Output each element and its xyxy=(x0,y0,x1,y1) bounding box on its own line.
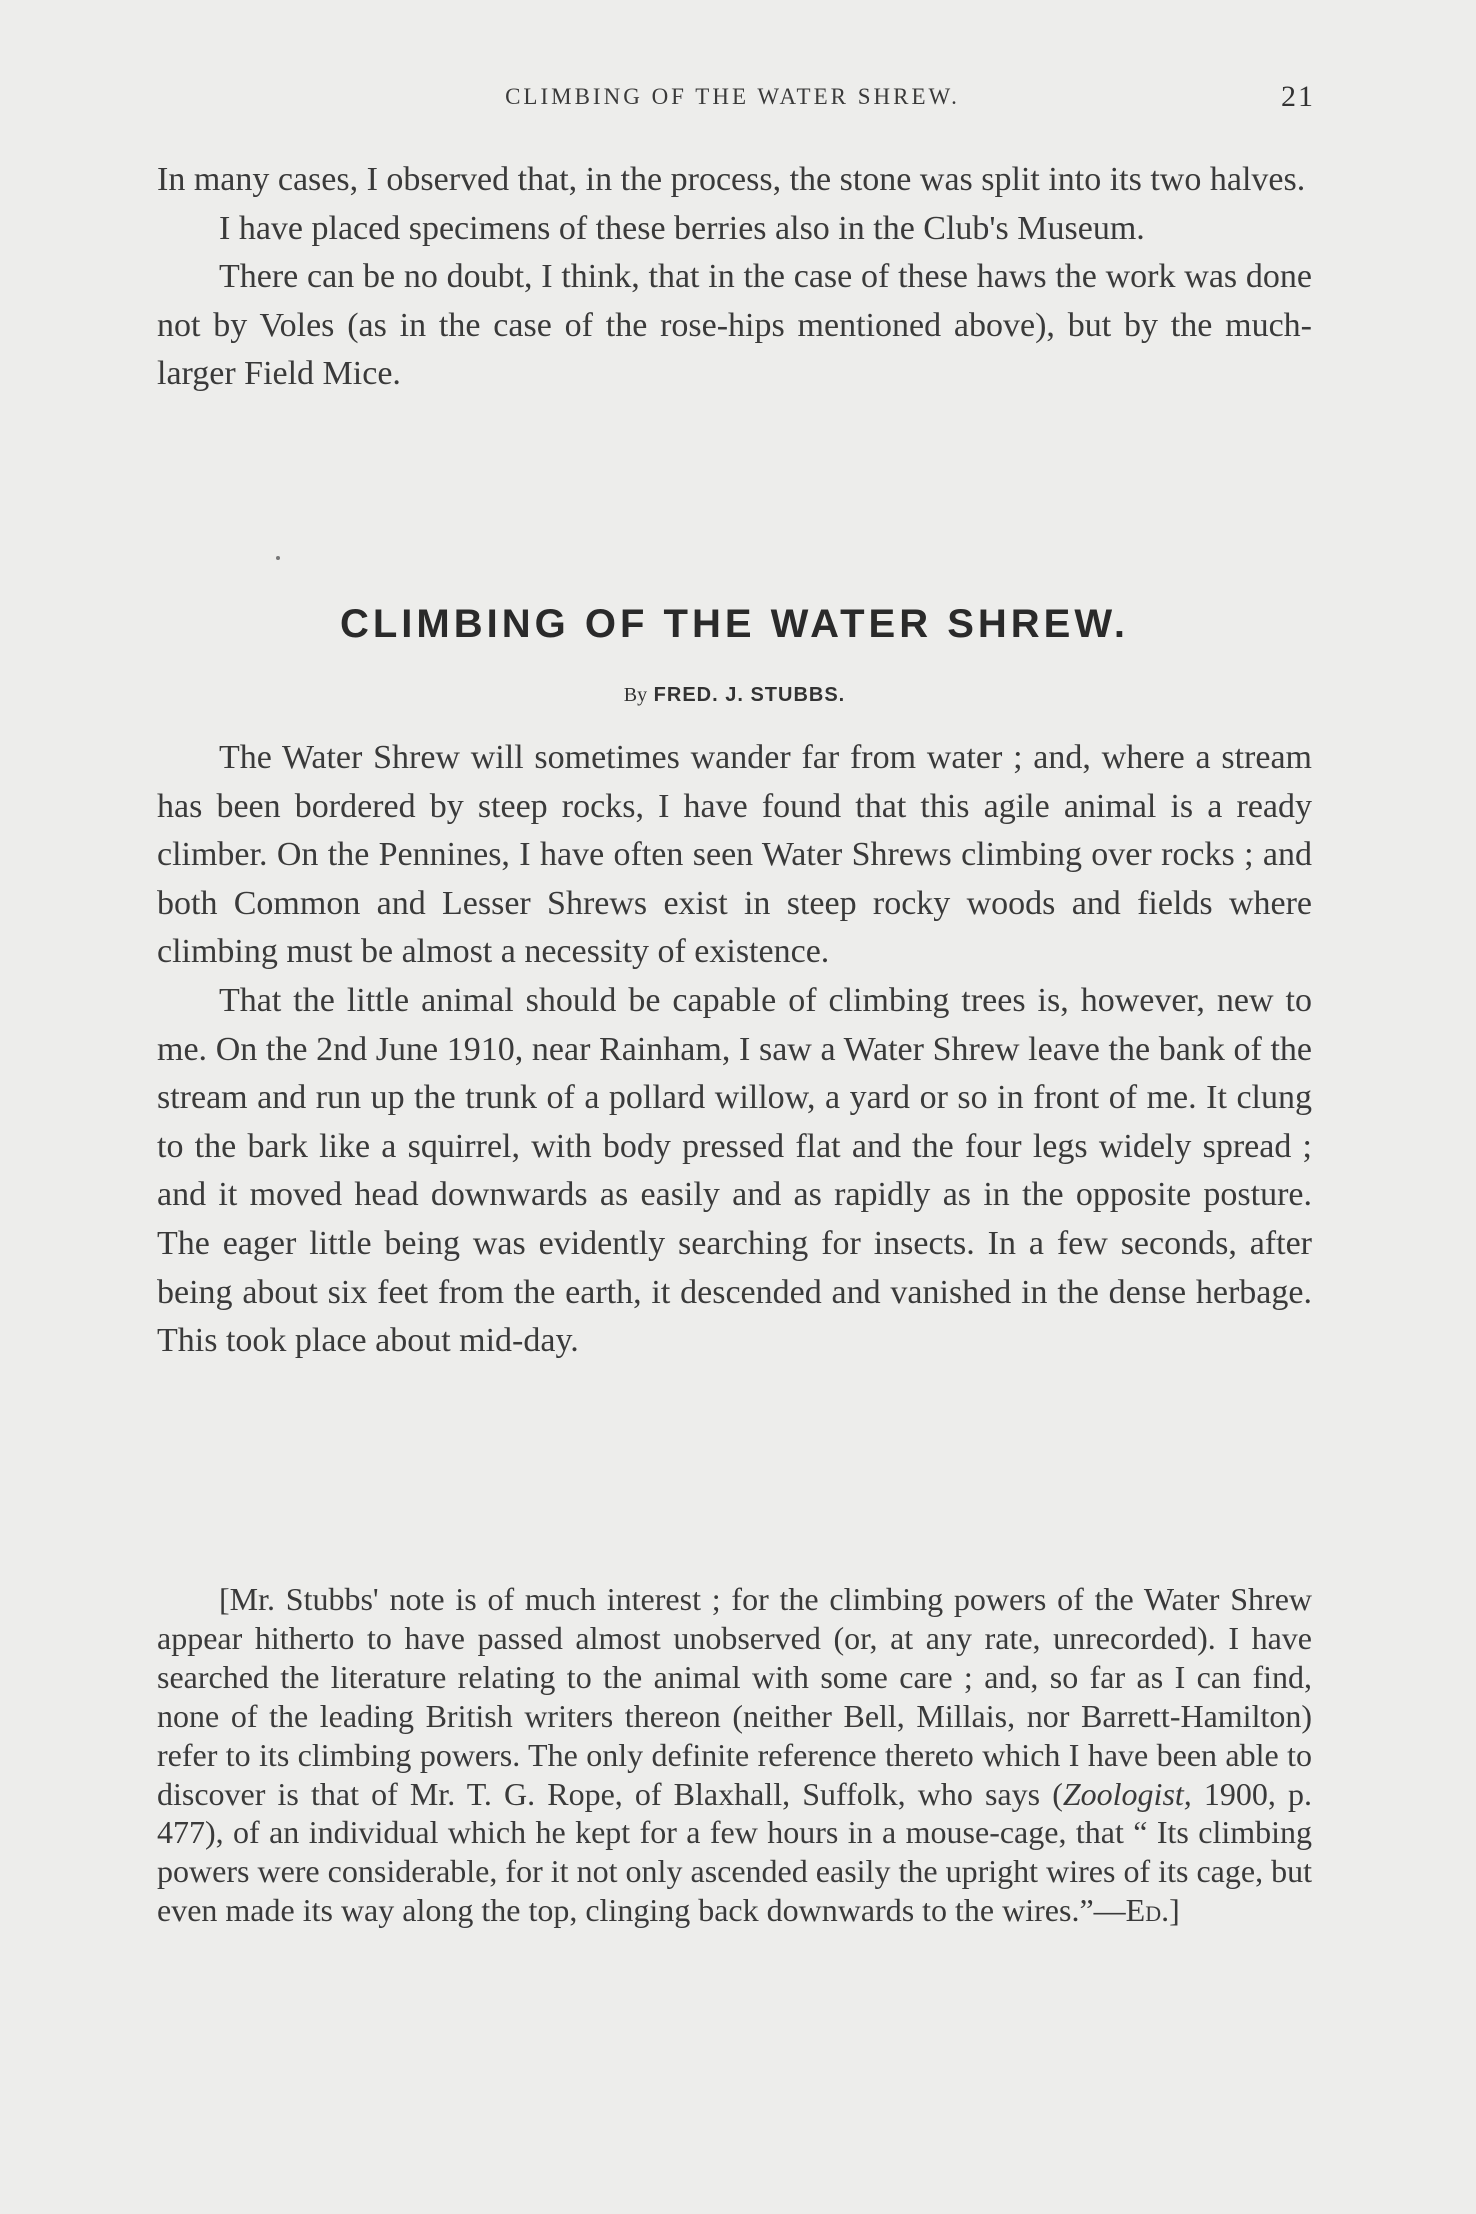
note-closing-bracket: ] xyxy=(1169,1892,1180,1929)
continued-text xyxy=(157,156,1312,399)
citation-journal: Zoologist, xyxy=(1062,1775,1192,1812)
editor-note-paragraph xyxy=(157,1580,1312,1930)
running-title: CLIMBING OF THE WATER SHREW. xyxy=(505,84,960,109)
editor-signature: Ed. xyxy=(1125,1892,1170,1929)
article-body xyxy=(157,734,1312,1366)
byline-prefix: By xyxy=(623,684,648,706)
note-text-part: [Mr. Stubbs' note is of much interest ; for the climbing powers of the Water Shrew appear hitherto to have passed almost unobserved (or, at any rate, unrecorded). I have searched the literature relating to the animal with some care ; and, so far as I can find, none of the leading British writers thereon (neither Bell, Millais, nor Barrett-Hamilton) refer to its climbing powers. The only definite reference thereto which I have been able to discover is that of Mr. T. G. Rope, of Blaxhall, Suffolk, who says ( xyxy=(157,1581,1312,1812)
speck-mark xyxy=(276,556,280,560)
byline-author: FRED. J. STUBBS. xyxy=(653,684,846,706)
paragraph: In many cases, I observed that, in the process, the stone was split into its two halves. xyxy=(157,161,1306,198)
article-title: CLIMBING OF THE WATER SHREW. xyxy=(339,602,1129,646)
byline xyxy=(157,684,1312,707)
paragraph: The Water Shrew will sometimes wander far from water ; and, where a stream has been bordered by steep rocks, I have found that this agile animal is a ready climber. On the Pennines, I have often seen Water Shrews climbing over rocks ; and both Common and Lesser Shrews exist in steep rocky woods and fields where climbing must be almost a necessity of existence. xyxy=(157,739,1312,971)
paragraph: I have placed specimens of these berries also in the Club's Museum. xyxy=(219,209,1145,247)
page-number: 21 xyxy=(1281,80,1315,113)
editor-note xyxy=(157,1580,1312,1930)
running-head xyxy=(150,80,1315,124)
paragraph: There can be no doubt, I think, that in the case of these haws the work was done not by Voles (as in the case of the rose-hips mentioned above), but by the much-larger Field Mice. xyxy=(157,258,1312,393)
note-text-part: 1900, p. 477), of an individual which he kept for a few hours in a mouse-cage, that “ Its climbing powers were considerable, for it not only ascended easily the upright wires of its cage, but even made its way along the top, clinging back downwards to the wires.”— xyxy=(157,1775,1313,1929)
paragraph: That the little animal should be capable of climbing trees is, however, new to me. On the 2nd June 1910, near Rainham, I saw a Water Shrew leave the bank of the stream and run up the trunk of a pollard willow, a yard or so in front of me. It clung to the bark like a squirrel, with body pressed flat and the four legs widely spread ; and it moved head downwards as easily and as rapidly as in the opposite posture. The eager little being was evidently searching for insects. In a few seconds, after being about six feet from the earth, it descended and vanished in the dense herbage. This took place about mid-day. xyxy=(157,981,1312,1360)
